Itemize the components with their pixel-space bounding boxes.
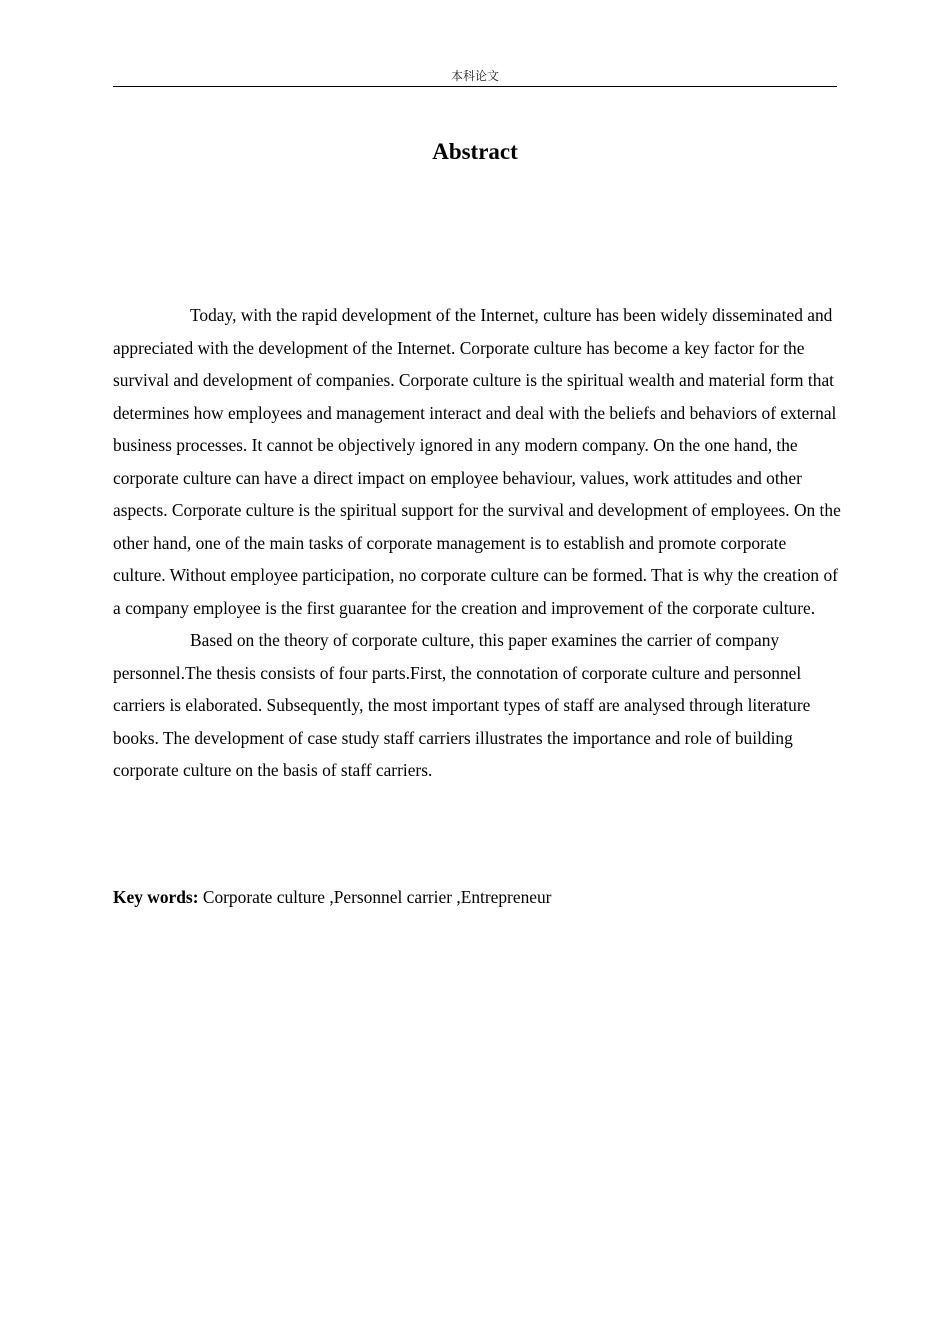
keywords-label: Key words: [113, 887, 199, 907]
abstract-body [113, 299, 841, 787]
page-title: Abstract [432, 139, 518, 164]
abstract-paragraph-2: Based on the theory of corporate culture, this paper examines the carrier of company personnel.The thesis consists of four parts.First, the connotation of corporate culture and personnel carriers is elaborated. Subsequently, the most important types of staff are analysed through literature books. The development of case study staff carriers illustrates the importance and role of building corporate culture on the basis of staff carriers. [113, 630, 811, 780]
page-header [113, 66, 837, 87]
keywords-line [113, 881, 837, 913]
abstract-paragraph-1: Today, with the rapid development of the Internet, culture has been widely disseminated and appreciated with the development of the Internet. Corporate culture has become a key factor for the survival and development of companies. Corporate culture is the spiritual wealth and material form that determines how employees and management interact and deal with the beliefs and behaviors of external business processes. It cannot be objectively ignored in any modern company. On the one hand, the corporate culture can have a direct impact on employee behaviour, values, work attitudes and other aspects. Corporate culture is the spiritual support for the survival and development of employees. On the other hand, one of the main tasks of corporate management is to establish and promote corporate culture. Without employee participation, no corporate culture can be formed. That is why the creation of a company employee is the first guarantee for the creation and improvement of the corporate culture. [113, 305, 841, 618]
keywords-value: Corporate culture ,Personnel carrier ,Entrepreneur [198, 887, 552, 907]
header-text: 本科论文 [450, 69, 499, 83]
